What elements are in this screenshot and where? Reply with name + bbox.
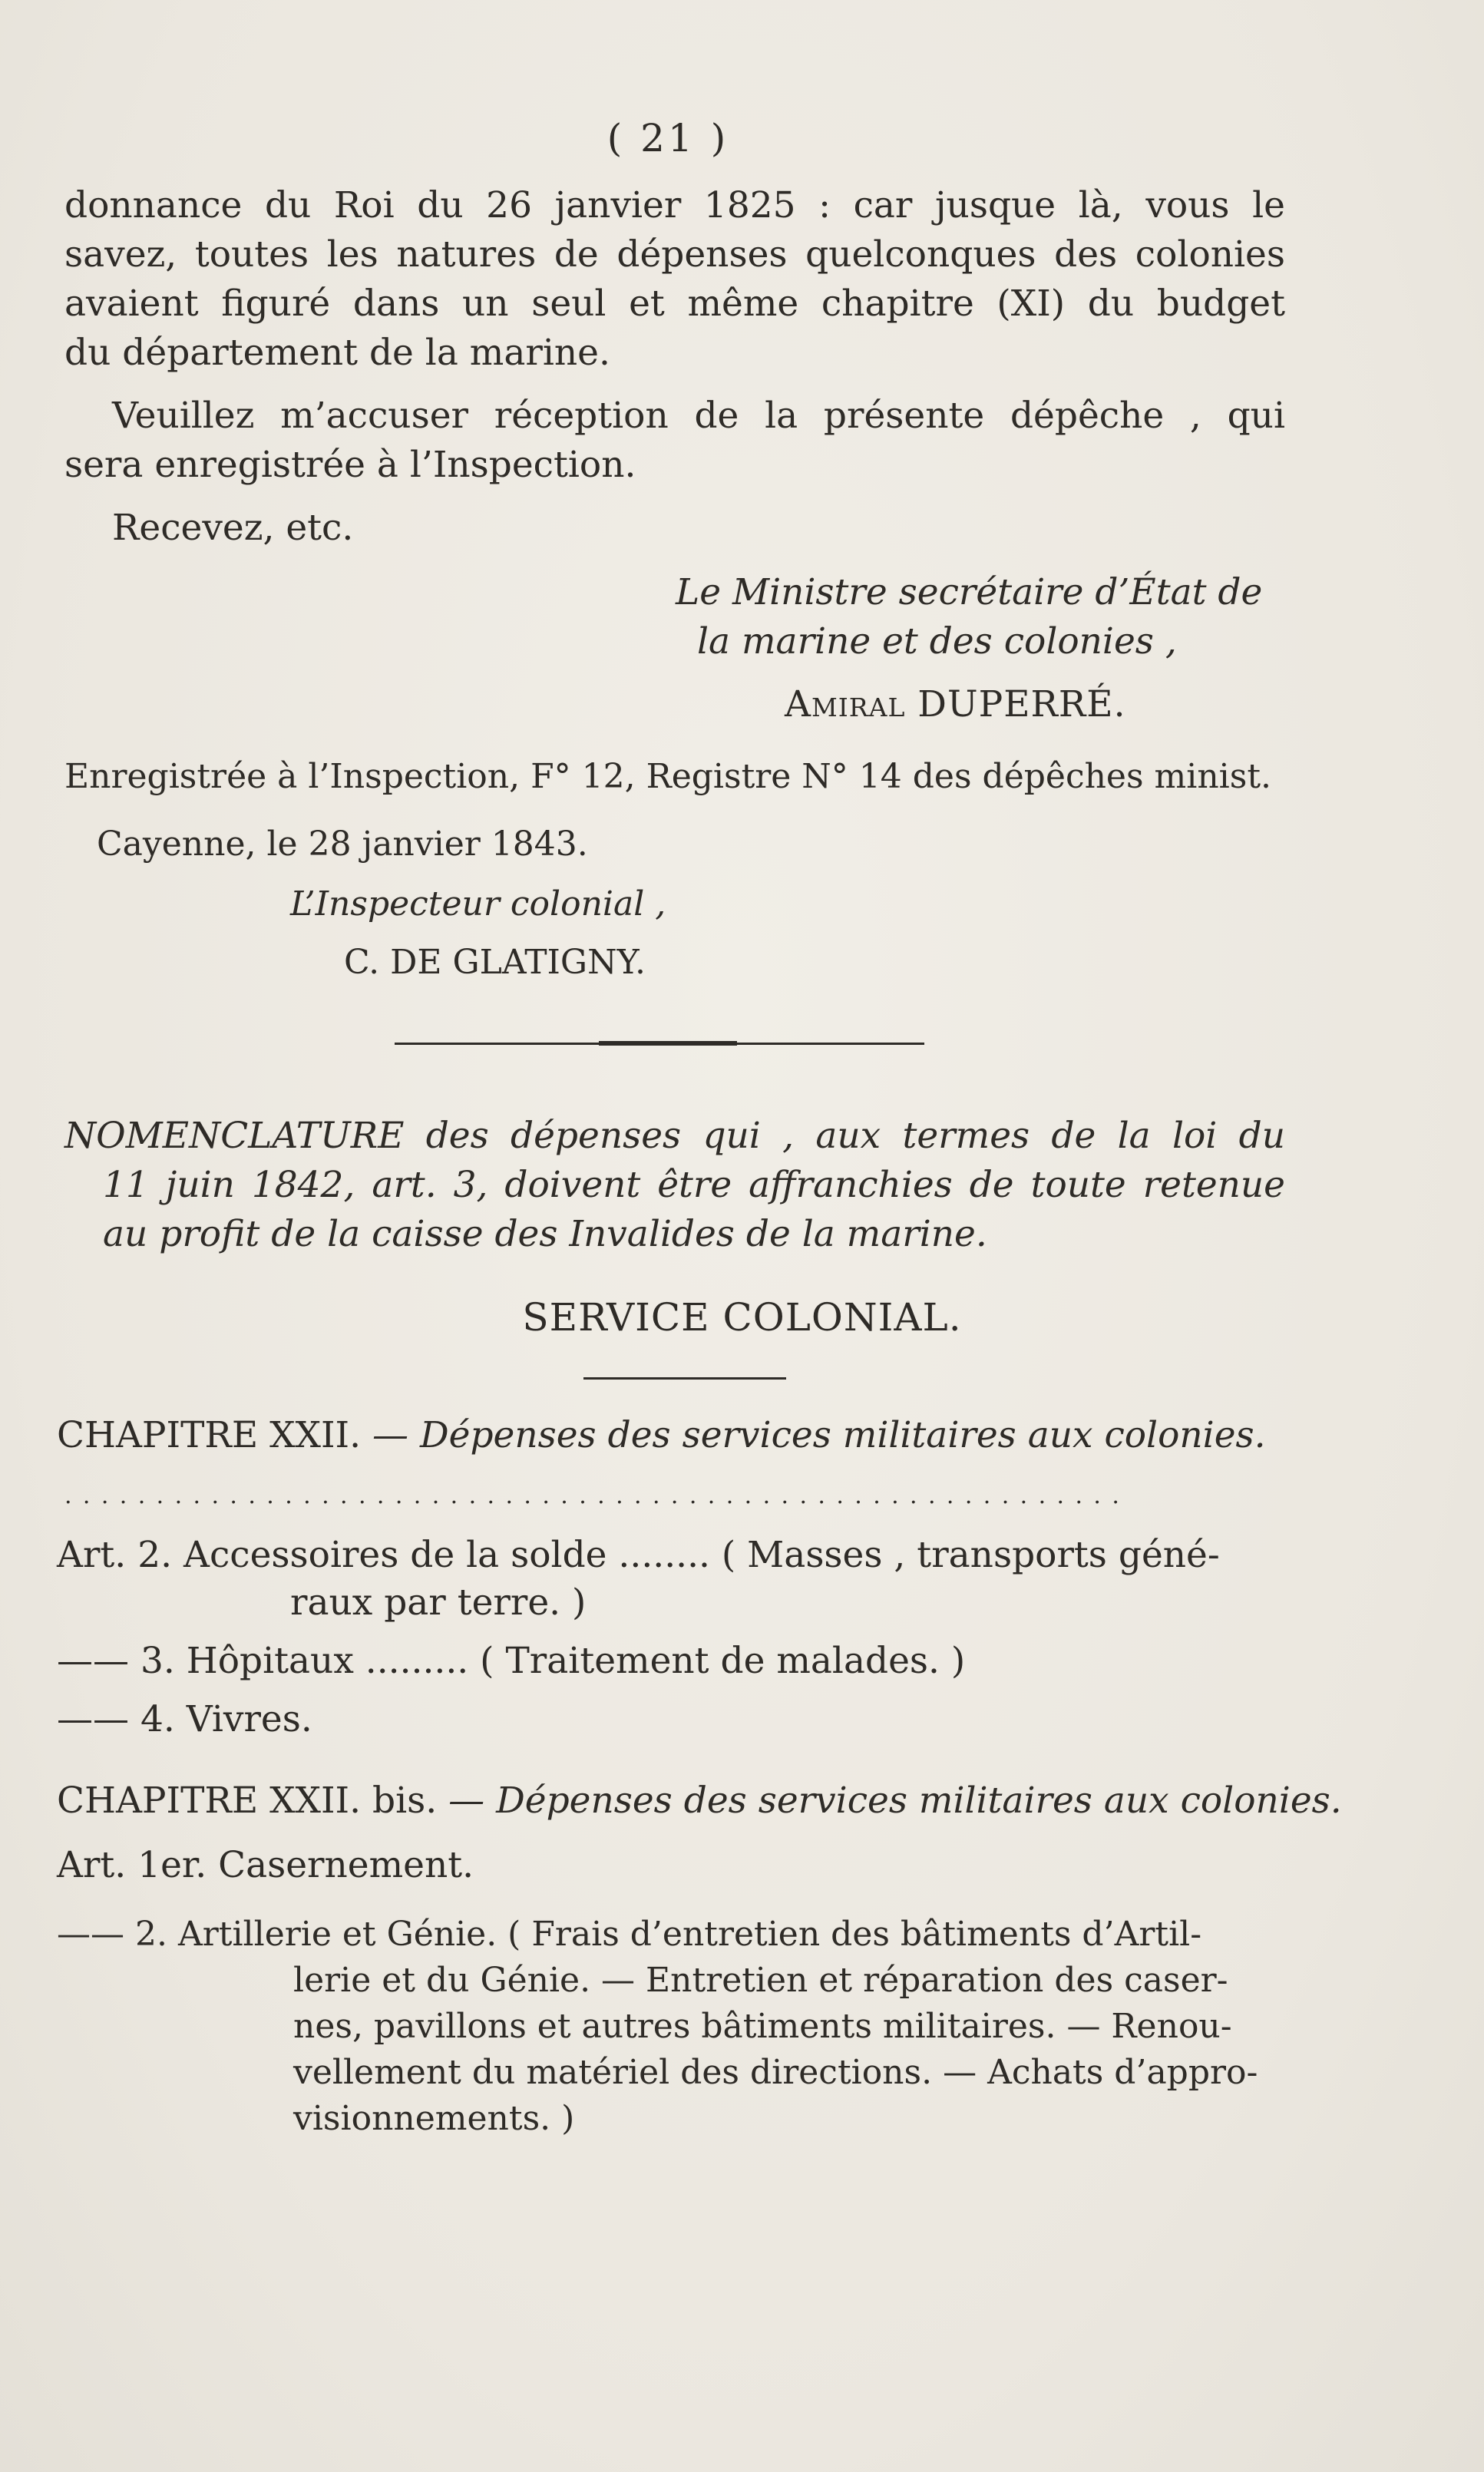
intro-line-4: du département de la marine. (64, 332, 610, 374)
signature-title-2: la marine et des colonies , (697, 620, 1177, 663)
nomenclature-line-1: NOMENCLATURE des dépenses qui , aux termes de la loi du (64, 1115, 1285, 1157)
request-line-1: Veuillez m’accuser réception de la présente dépêche , qui (112, 395, 1285, 437)
ch1-item-2 (57, 1638, 965, 1684)
inspector-name: C. DE GLATIGNY. (344, 943, 646, 982)
signature-title-1: Le Ministre secrétaire d’État de (676, 571, 1263, 613)
ch2-item-1-lead: Art. (57, 1844, 127, 1886)
nomenclature-line-3: au profit de la caisse des Invalides de la marine. (103, 1213, 987, 1255)
ch2-item-1 (57, 1842, 474, 1889)
chapter-heading-2 (57, 1778, 1342, 1824)
ch1-item-1 (57, 1532, 1220, 1578)
title-underline (583, 1377, 786, 1380)
section-divider-swell (599, 1041, 737, 1046)
place-date: Cayenne, le 28 janvier 1843. (97, 825, 588, 864)
intro-line-2: savez, toutes les natures de dépenses quelconques des colonies (64, 233, 1285, 276)
ch2-item-2-lead: —— (57, 1915, 124, 1954)
page-number: ( 21 ) (606, 116, 729, 160)
closing-formula: Recevez, etc. (112, 507, 354, 549)
dotted-leader: .......................................................... (64, 1482, 1131, 1509)
ch1-item-3-num: 4. (140, 1698, 175, 1740)
intro-line-3: avaient figuré dans un seul et même chapitre (XI) du budget (64, 283, 1285, 325)
ch1-item-1-num: 2. (137, 1534, 173, 1576)
chapter-label-1: CHAPITRE XXII. (57, 1414, 362, 1456)
signature-name: Amiral DUPERRÉ. (785, 683, 1126, 725)
intro-line-1: donnance du Roi du 26 janvier 1825 : car jusque là, vous le (64, 184, 1285, 226)
ch2-item-2-num: 2. (135, 1915, 167, 1954)
section-title: SERVICE COLONIAL. (522, 1295, 962, 1340)
registration-line: Enregistrée à l’Inspection, F° 12, Registre N° 14 des dépêches minist. (64, 757, 1271, 796)
ch2-item-2 (57, 1912, 1201, 1958)
ch1-item-3-lead: —— (57, 1698, 129, 1740)
ch2-item-2-cont-1: lerie et du Génie. — Entretien et réparation des caser- (293, 1961, 1228, 2000)
ch2-item-1-text: Casernement. (218, 1844, 474, 1886)
inspector-title: L’Inspecteur colonial , (290, 884, 666, 924)
ch1-item-3-text: Vivres. (186, 1698, 312, 1740)
chapter-text-1: — Dépenses des services militaires aux colonies. (372, 1414, 1266, 1456)
ch2-item-2-cont-2: nes, pavillons et autres bâtiments militaires. — Renou- (293, 2007, 1232, 2046)
ch1-item-2-text: Hôpitaux ......... ( Traitement de malades. ) (186, 1640, 966, 1682)
ch2-item-1-num: 1er. (137, 1844, 207, 1886)
ch1-item-3 (57, 1697, 312, 1743)
ch1-item-1-cont: raux par terre. ) (290, 1581, 587, 1624)
chapter-label-2: CHAPITRE XXII. bis. (57, 1780, 438, 1822)
chapter-text-2: — Dépenses des services militaires aux colonies. (448, 1780, 1342, 1822)
ch1-item-1-text: Accessoires de la solde ........ ( Masses , transports géné- (183, 1534, 1220, 1576)
request-line-2: sera enregistrée à l’Inspection. (64, 444, 636, 486)
ch1-item-2-lead: —— (57, 1640, 129, 1682)
nomenclature-line-2: 11 juin 1842, art. 3, doivent être affranchies de toute retenue (103, 1164, 1285, 1206)
chapter-heading-1 (57, 1413, 1266, 1459)
ch2-item-2-text: Artillerie et Génie. ( Frais d’entretien des bâtiments d’Artil- (177, 1915, 1202, 1954)
ch1-item-2-num: 3. (140, 1640, 175, 1682)
ch1-item-1-lead: Art. (57, 1534, 127, 1576)
ch2-item-2-cont-4: visionnements. ) (293, 2099, 575, 2138)
ch2-item-2-cont-3: vellement du matériel des directions. — Achats d’appro- (293, 2053, 1258, 2092)
